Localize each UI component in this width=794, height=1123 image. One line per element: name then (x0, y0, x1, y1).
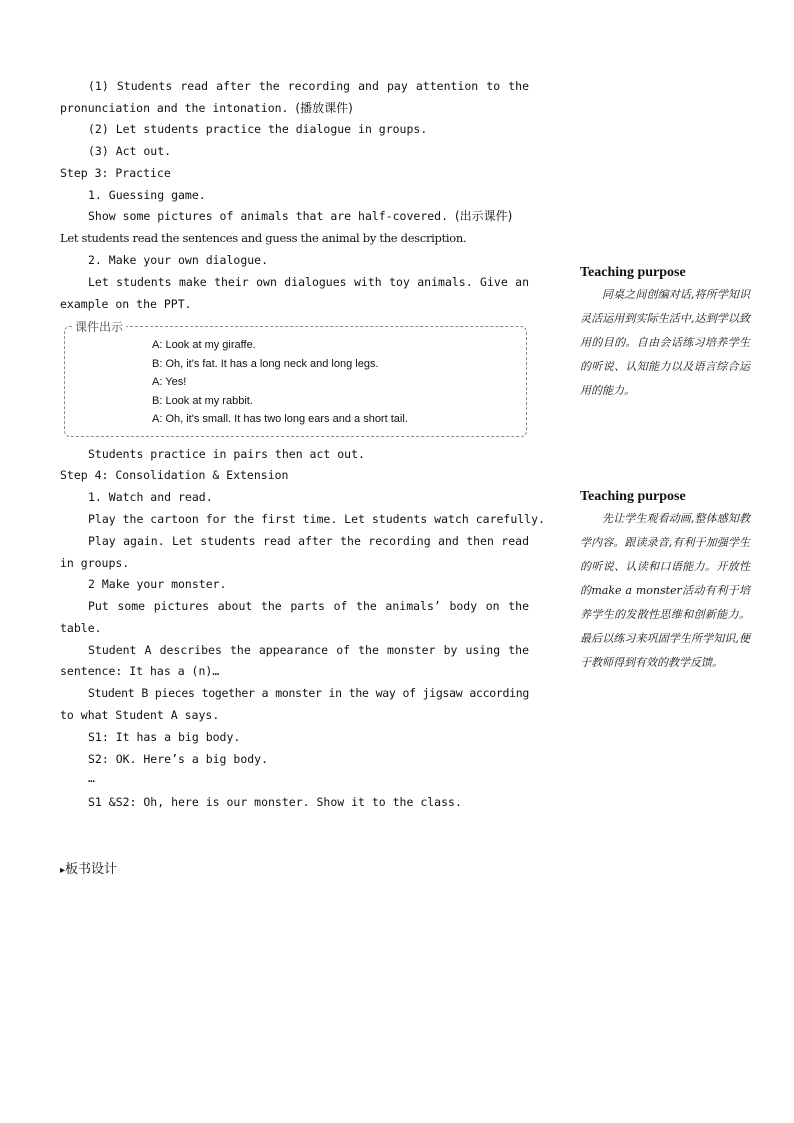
step-line-21: Student A describes the appearance of the monster by using the (88, 643, 529, 657)
step-line-9: 2. Make your own dialogue. (88, 253, 269, 267)
step-line-20: table. (60, 621, 102, 635)
teaching-purpose-text: 同桌之间创编对话,将所学知识灵活运用到实际生活中,达到学以致用的目的。自由会话练习培养学生的听说、认知能力以及语言综合运用的能力。 (580, 288, 750, 397)
dialogue-line: B: Look at my rabbit. (152, 395, 253, 407)
step-line-3: (2) Let students practice the dialogue in groups. (88, 122, 428, 136)
step-line-17: in groups. (60, 556, 130, 570)
step-line-28: S1 &S2: Oh, here is our monster. Show it to the class. (88, 795, 462, 809)
teaching-purpose-heading: Teaching purpose (580, 489, 686, 504)
step-line-19: Put some pictures about the parts of the animals’ body on the (88, 599, 529, 613)
step-line-15: Play the cartoon for the first time. Let students watch carefully. (88, 512, 545, 526)
dialogue-line: A: Yes! (152, 376, 187, 388)
step-line-14: 1. Watch and read. (88, 490, 213, 504)
step-line-11: example on the PPT. (60, 297, 192, 311)
step-line-26: S2: OK. Here’s a big body. (88, 752, 269, 766)
step-line-22: sentence: It has a (n)… (60, 664, 220, 678)
step-line-2 (60, 101, 530, 116)
teaching-purpose-heading: Teaching purpose (580, 265, 686, 280)
dialogue-line: A: Look at my giraffe. (152, 339, 256, 351)
courseware-note: (播放课件) (295, 101, 353, 115)
step-line-7-text: Show some pictures of animals that are half-covered. (88, 209, 449, 223)
triangle-bullet-icon: ▸ (60, 865, 66, 876)
step-line-18: 2 Make your monster. (88, 577, 227, 591)
step-line-23: Student B pieces together a monster in the way of jigsaw according (88, 686, 529, 700)
step-line-27: … (88, 771, 95, 785)
step-line-25: S1: It has a big body. (88, 730, 241, 744)
step-line-7 (88, 209, 512, 224)
step-line-8: Let students read the sentences and guess the animal by the description. (60, 231, 467, 245)
teaching-purpose-text: 先让学生观看动画,整体感知教学内容。跟读录音,有利于加强学生的听说、认读和口语能力。开放性的make a monster活动有利于培养学生的发散性思维和创新能力。最后以练习来巩固学生所学知识,便于教师得到有效的教学反馈。 (580, 512, 750, 669)
step-line-6: 1. Guessing game. (88, 188, 206, 202)
board-design-heading (60, 858, 117, 877)
board-design-label: 板书设计 (65, 862, 118, 877)
step-line-2-text: pronunciation and the intonation. (60, 101, 289, 115)
step-line-12: Students practice in pairs then act out. (88, 447, 365, 461)
dialogue-line: A: Oh, it's small. It has two long ears and a short tail. (152, 413, 408, 425)
courseware-note: (出示课件) (454, 209, 513, 223)
courseware-box-title: 课件出示 (72, 318, 126, 335)
step-line-16: Play again. Let students read after the recording and then read (88, 534, 529, 548)
step-line-4: (3) Act out. (88, 144, 172, 158)
step-3-heading: Step 3: Practice (60, 166, 171, 180)
step-line-1: (1) Students read after the recording and pay attention to the (88, 79, 529, 93)
step-4-heading: Step 4: Consolidation & Extension (60, 468, 289, 482)
step-line-24: to what Student A says. (60, 708, 220, 722)
step-line-10: Let students make their own dialogues with toy animals. Give an (88, 275, 529, 289)
dialogue-line: B: Oh, it's fat. It has a long neck and long legs. (152, 358, 379, 370)
